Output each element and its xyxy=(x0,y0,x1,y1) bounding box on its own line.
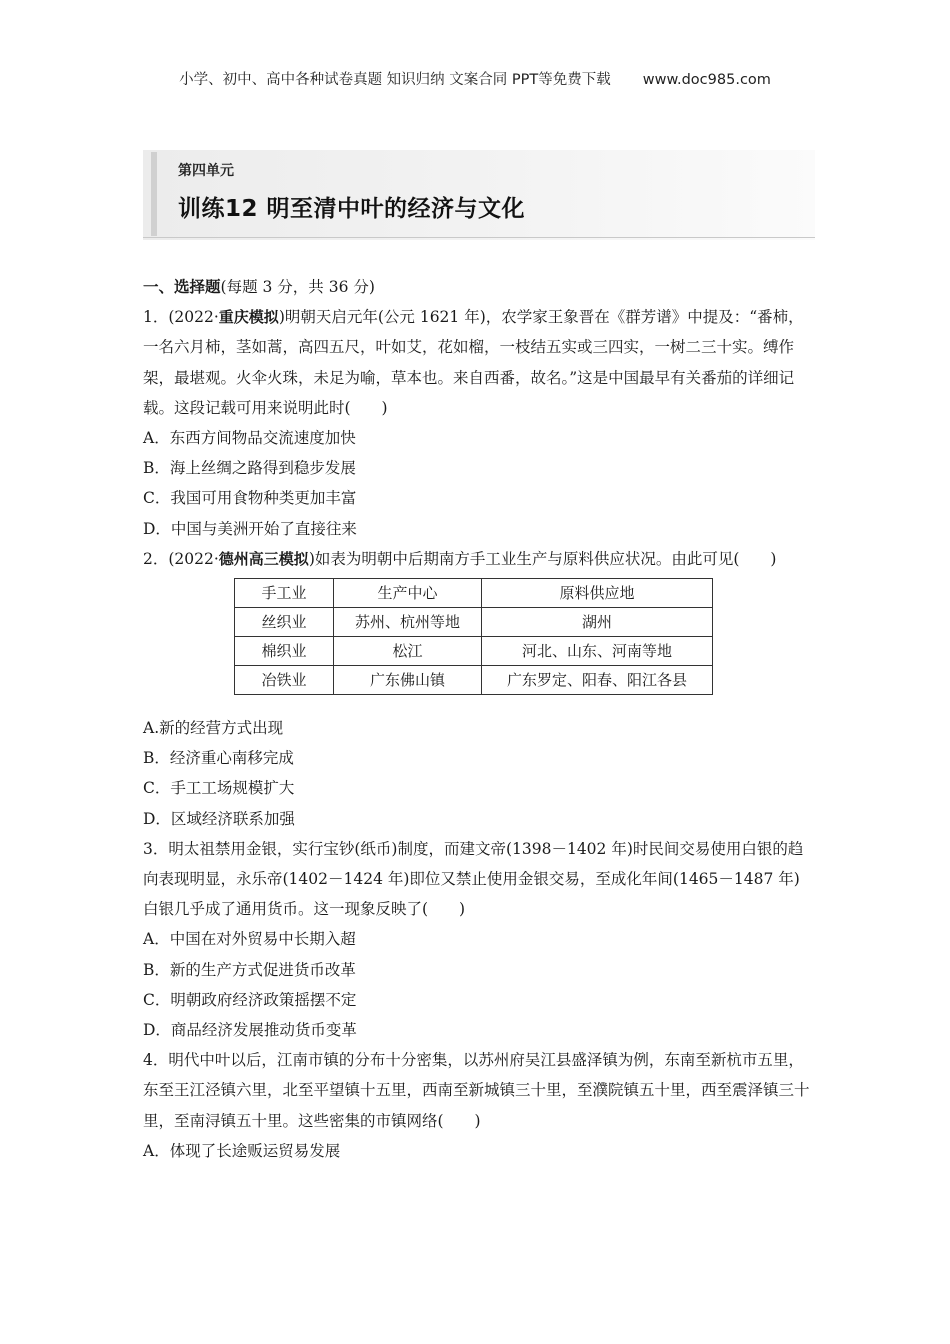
option-a[interactable]: A．中国在对外贸易中长期入超 xyxy=(143,930,356,949)
unit-label: 第四单元 xyxy=(178,163,234,179)
table-cell: 广东罗定、阳春、阳江各县 xyxy=(482,666,713,695)
option-b[interactable]: B．经济重心南移完成 xyxy=(143,749,294,768)
option-c[interactable]: C．手工工场规模扩大 xyxy=(143,779,295,798)
option-b[interactable]: B．新的生产方式促进货币改革 xyxy=(143,960,356,979)
option-c[interactable]: C．我国可用食物种类更加丰富 xyxy=(143,489,357,508)
question-number: 1．(2022· xyxy=(143,308,219,327)
question-number: 3． xyxy=(143,839,169,858)
table-header-row xyxy=(235,579,713,608)
question-text: 明代中叶以后，江南市镇的分布十分密集，以苏州府吴江县盛泽镇为例，东南至新杭市五里，东至王江泾镇六里，北至平望镇十五里，西南至新城镇三十里，至濮院镇五十里，西至震泽镇三十里，至南浔镇五十里。这些密集的市镇网络( ) xyxy=(143,1051,810,1130)
table-cell: 棉织业 xyxy=(235,637,334,666)
table-header-cell: 手工业 xyxy=(235,579,334,608)
question-stem xyxy=(143,302,811,423)
option-a[interactable]: A.新的经营方式出现 xyxy=(143,719,284,738)
banner-divider xyxy=(143,237,815,238)
table-cell: 河北、山东、河南等地 xyxy=(482,637,713,666)
table-cell: 湖州 xyxy=(482,608,713,637)
table-cell: 冶铁业 xyxy=(235,666,334,695)
header-url[interactable]: www.doc985.com xyxy=(642,72,771,88)
handicraft-table xyxy=(234,578,713,695)
question-stem xyxy=(143,834,811,925)
table-cell: 松江 xyxy=(334,637,482,666)
option-b[interactable]: B．海上丝绸之路得到稳步发展 xyxy=(143,459,356,478)
question-1 xyxy=(143,302,811,544)
exam-content xyxy=(143,272,811,1166)
question-number: 4． xyxy=(143,1051,169,1070)
option-d[interactable]: D．商品经济发展推动货币变革 xyxy=(143,1021,357,1040)
option-d[interactable]: D．中国与美洲开始了直接往来 xyxy=(143,519,357,538)
site-header xyxy=(0,68,950,89)
option-c[interactable]: C．明朝政府经济政策摇摆不定 xyxy=(143,990,357,1009)
section-note: (每题 3 分，共 36 分) xyxy=(220,278,375,296)
question-text: 明太祖禁用金银，实行宝钞(纸币)制度，而建文帝(1398－1402 年)时民间交易使用白银的趋向表现明显，永乐帝(1402－1424 年)即位又禁止使用金银交易，至成化年间(1465－1487 年)白银几乎成了通用货币。这一现象反映了( ) xyxy=(143,839,804,919)
table-cell: 苏州、杭州等地 xyxy=(334,608,482,637)
table-row xyxy=(235,637,713,666)
table-row xyxy=(235,608,713,637)
section-heading xyxy=(143,272,811,302)
header-text: 小学、初中、高中各种试卷真题 知识归纳 文案合同 PPT等免费下载 xyxy=(179,72,611,88)
banner-accent-bar xyxy=(151,152,157,236)
question-source: 德州高三模拟 xyxy=(218,549,309,568)
question-source: 重庆模拟 xyxy=(218,308,279,327)
question-text: )如表为明朝中后期南方手工业生产与原料供应状况。由此可见( ) xyxy=(308,549,777,568)
option-d[interactable]: D．区域经济联系加强 xyxy=(143,809,295,828)
page-title: 训练12 明至清中叶的经济与文化 xyxy=(178,196,526,222)
question-stem xyxy=(143,1045,811,1136)
question-number: 2．(2022· xyxy=(143,549,219,568)
question-text: )明朝天启元年(公元 1621 年)，农学家王象晋在《群芳谱》中提及：“番柿，一名六月柿，茎如蒿，高四五尺，叶如艾，花如榴，一枝结五实或三四实，一树二三十实。缚作架，最堪观。火伞火珠，未足为喻，草本也。来自西番，故名。”这是中国最早有关番茄的详细记载。这段记载可用来说明此时( ) xyxy=(143,308,804,417)
option-a[interactable]: A．东西方间物品交流速度加快 xyxy=(143,429,356,448)
table-row xyxy=(235,666,713,695)
option-a[interactable]: A．体现了长途贩运贸易发展 xyxy=(143,1141,341,1160)
table-header-cell: 生产中心 xyxy=(334,579,482,608)
question-4 xyxy=(143,1045,811,1166)
table-cell: 丝织业 xyxy=(235,608,334,637)
question-stem xyxy=(143,544,811,574)
table-cell: 广东佛山镇 xyxy=(334,666,482,695)
table-header-cell: 原料供应地 xyxy=(482,579,713,608)
section-label: 一、选择题 xyxy=(143,277,221,296)
unit-banner xyxy=(143,150,815,240)
question-2 xyxy=(143,544,811,834)
question-3 xyxy=(143,834,811,1045)
